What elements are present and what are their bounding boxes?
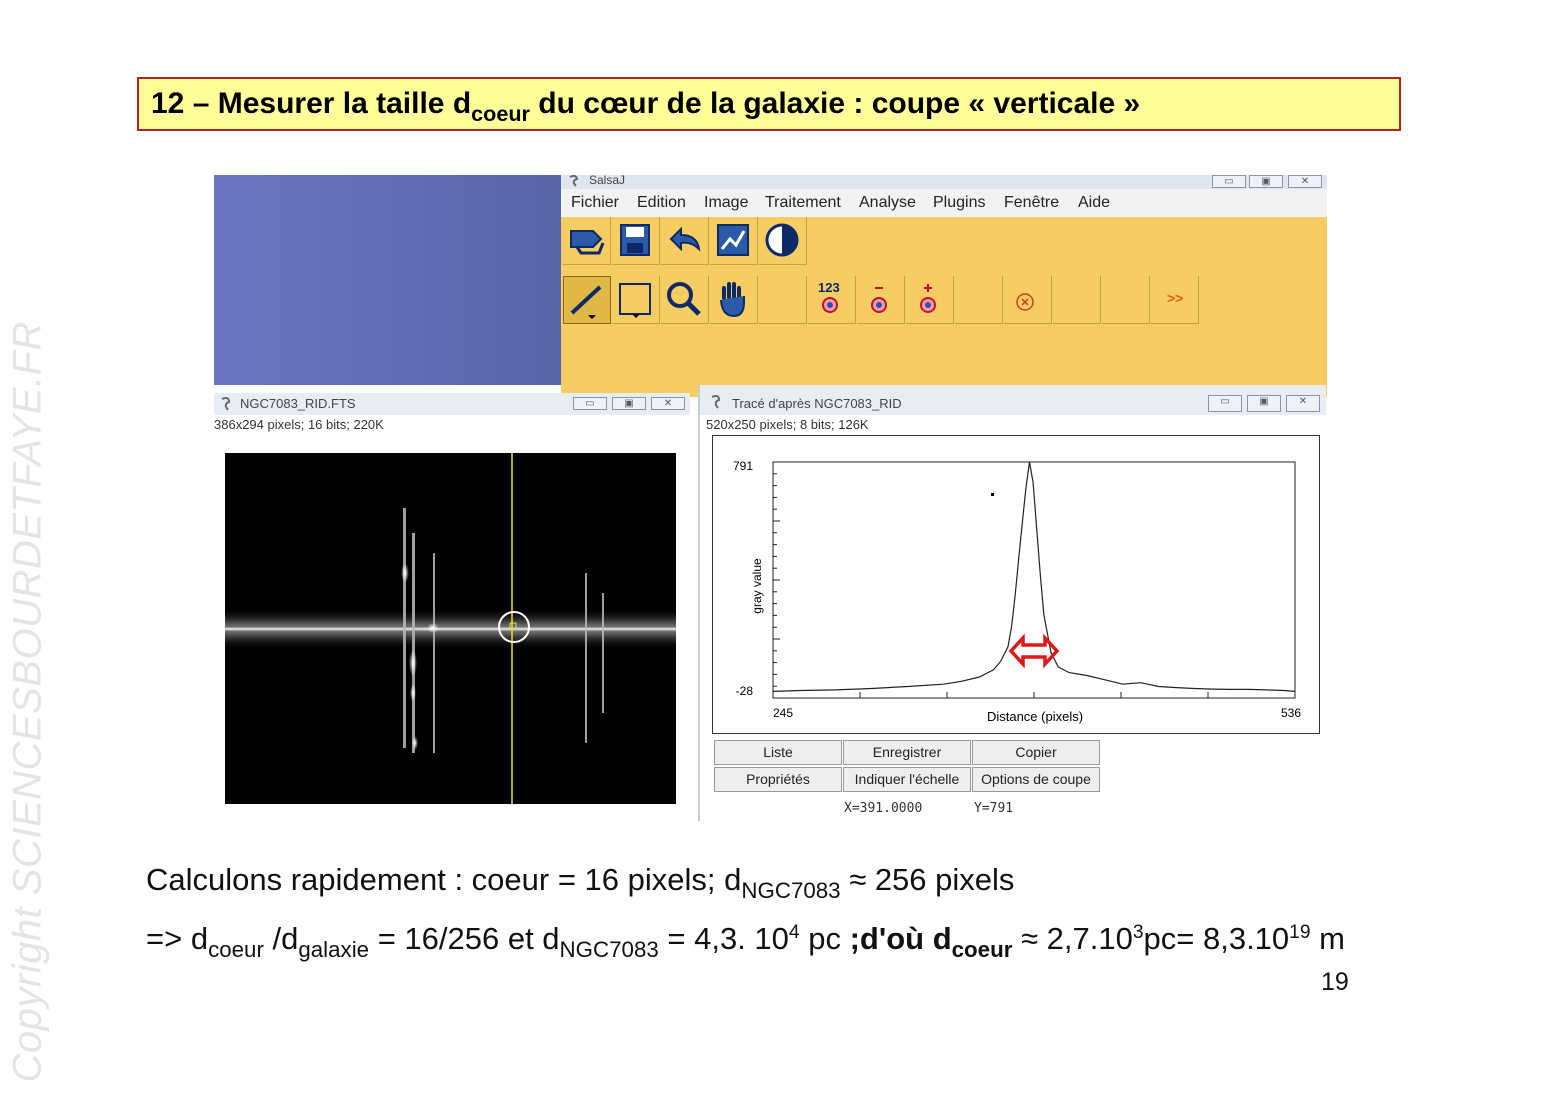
undo-button[interactable] [661, 217, 709, 265]
save-icon [612, 217, 658, 263]
empty-tool-slot [1053, 276, 1101, 324]
x-tick-label-min: 245 [773, 706, 794, 720]
menu-image[interactable]: Image [704, 194, 749, 211]
image-window-title: NGC7083_RID.FTS [240, 396, 356, 411]
profile-plot[interactable] [712, 435, 1320, 734]
calculation-line-2 [146, 921, 1345, 962]
minimize-button[interactable]: ▭ [573, 397, 607, 410]
plot-window-title: Tracé d'après NGC7083_RID [732, 396, 902, 411]
plus-tool-button[interactable] [906, 276, 954, 324]
minimize-button[interactable]: ▭ [1208, 395, 1242, 412]
line2-g: d [932, 921, 952, 956]
close-button[interactable]: ✕ [1286, 395, 1320, 412]
options-coupe-button[interactable]: Options de coupe [972, 767, 1100, 792]
image-info: 386x294 pixels; 16 bits; 220K [214, 417, 384, 432]
x-readout: X=391.0000 [844, 801, 923, 816]
rectangle-tool-icon [612, 276, 658, 322]
undo-icon [661, 217, 707, 263]
salsaj-titlebar[interactable] [561, 175, 1327, 189]
page-number: 19 [1321, 968, 1349, 996]
maximize-button[interactable]: ▣ [1247, 395, 1281, 412]
echelle-button[interactable]: Indiquer l'échelle [843, 767, 971, 792]
title-prefix: 12 – Mesurer la taille d [151, 87, 472, 120]
maximize-button[interactable]: ▣ [612, 397, 646, 410]
contrast-icon [759, 217, 805, 263]
line2-p1: 4 [788, 922, 800, 944]
profile-plot-window [698, 385, 1326, 821]
more-tools-button[interactable] [1151, 276, 1199, 324]
plot-icon [710, 217, 756, 263]
magnifier-icon [661, 276, 707, 322]
line2-p2: 3 [1132, 922, 1144, 944]
hand-tool-button[interactable] [710, 276, 758, 324]
line2-s1: coeur [208, 936, 264, 962]
menu-bar [561, 189, 1327, 217]
plot-button[interactable] [710, 217, 758, 265]
line1-text-a: Calculons rapidement : coeur = 16 pixels; d [146, 862, 742, 897]
line2-f: ;d'où [849, 921, 933, 956]
empty-tool-slot [1102, 276, 1150, 324]
liste-button[interactable]: Liste [714, 740, 842, 765]
y-tick-label-min: -28 [735, 684, 753, 698]
line1-text-b: ≈ 256 pixels [840, 862, 1015, 897]
copier-button[interactable]: Copier [972, 740, 1100, 765]
menu-plugins[interactable]: Plugins [933, 194, 986, 211]
x-axis-label: Distance (pixels) [986, 709, 1084, 724]
line1-sub: NGC7083 [741, 877, 841, 903]
line2-p3: 19 [1289, 922, 1311, 944]
menu-edition[interactable]: Edition [637, 194, 686, 211]
save-button[interactable] [612, 217, 660, 265]
menu-fichier[interactable]: Fichier [571, 194, 620, 211]
maximize-button[interactable]: ▣ [1249, 175, 1283, 188]
empty-tool-slot [955, 276, 1003, 324]
galaxy-spectrum-image[interactable] [225, 453, 676, 804]
hand-icon [710, 276, 756, 322]
photometry-tool-button[interactable] [1004, 276, 1052, 324]
y-axis-label: gray value [750, 558, 764, 614]
x-tick-label-max: 536 [1280, 706, 1301, 720]
proprietes-button[interactable]: Propriétés [714, 767, 842, 792]
plot-info: 520x250 pixels; 8 bits; 126K [706, 417, 869, 432]
more-icon: >> [1167, 290, 1184, 306]
line2-i: pc= 8,3.10 [1143, 921, 1290, 956]
line2-b: /d [263, 921, 299, 956]
line2-a: => d [146, 921, 209, 956]
close-button[interactable]: ✕ [1288, 175, 1322, 188]
line-tool-icon [564, 277, 610, 323]
spectrum-canvas [225, 453, 676, 804]
slide-title-box [137, 77, 1401, 131]
salsaj-main-window [561, 175, 1327, 397]
line2-c: = 16/256 et d [369, 921, 560, 956]
menu-analyse[interactable]: Analyse [859, 194, 916, 211]
desktop-background [214, 175, 564, 385]
title-suffix: du cœur de la galaxie : coupe « verticale » [529, 87, 1141, 120]
menu-traitement[interactable]: Traitement [765, 194, 841, 211]
enregistrer-button[interactable]: Enregistrer [843, 740, 971, 765]
minimize-button[interactable]: ▭ [1212, 175, 1246, 188]
app-logo-icon [710, 394, 722, 415]
cursor-dot [991, 493, 994, 496]
calculation-line-1 [146, 862, 1015, 903]
line2-e: pc [799, 921, 850, 956]
y-tick-label-max: 791 [732, 459, 753, 473]
open-button[interactable] [563, 217, 611, 265]
count-tool-button[interactable] [808, 276, 856, 324]
open-icon [563, 217, 609, 263]
close-button[interactable]: ✕ [651, 397, 685, 410]
copyright-watermark: Copyright SCIENCESBOURDETFAYE.FR [5, 321, 50, 1083]
rectangle-tool-button[interactable] [612, 276, 660, 324]
empty-tool-slot [759, 276, 807, 324]
zoom-tool-button[interactable] [661, 276, 709, 324]
line2-s4: coeur [951, 936, 1013, 962]
title-subscript: coeur [471, 100, 530, 126]
photometry-icon [1004, 276, 1050, 322]
line2-d: = 4,3. 10 [658, 921, 789, 956]
menu-aide[interactable]: Aide [1078, 194, 1111, 211]
slide-title [151, 87, 1141, 126]
profile-chart [713, 436, 1319, 733]
count-label: 123 [818, 280, 840, 295]
image-window [214, 393, 690, 821]
minus-tool-button[interactable] [857, 276, 905, 324]
plus-icon [906, 276, 952, 322]
line2-s3: NGC7083 [559, 936, 659, 962]
line-tool-button[interactable] [563, 276, 611, 324]
menu-fenetre[interactable]: Fenêtre [1004, 194, 1060, 211]
line2-s2: galaxie [298, 936, 370, 962]
minus-icon [857, 276, 903, 322]
y-readout: Y=791 [974, 801, 1014, 816]
contrast-button[interactable] [759, 217, 807, 265]
image-window-titlebar[interactable] [214, 393, 690, 415]
line2-h: ≈ 2,7.10 [1012, 921, 1133, 956]
plot-window-titlebar[interactable] [700, 385, 1326, 415]
width-arrow-icon [1011, 638, 1057, 664]
line2-j: m [1310, 921, 1345, 956]
app-logo-icon [220, 396, 232, 417]
salsaj-title: SalsaJ [589, 173, 626, 187]
